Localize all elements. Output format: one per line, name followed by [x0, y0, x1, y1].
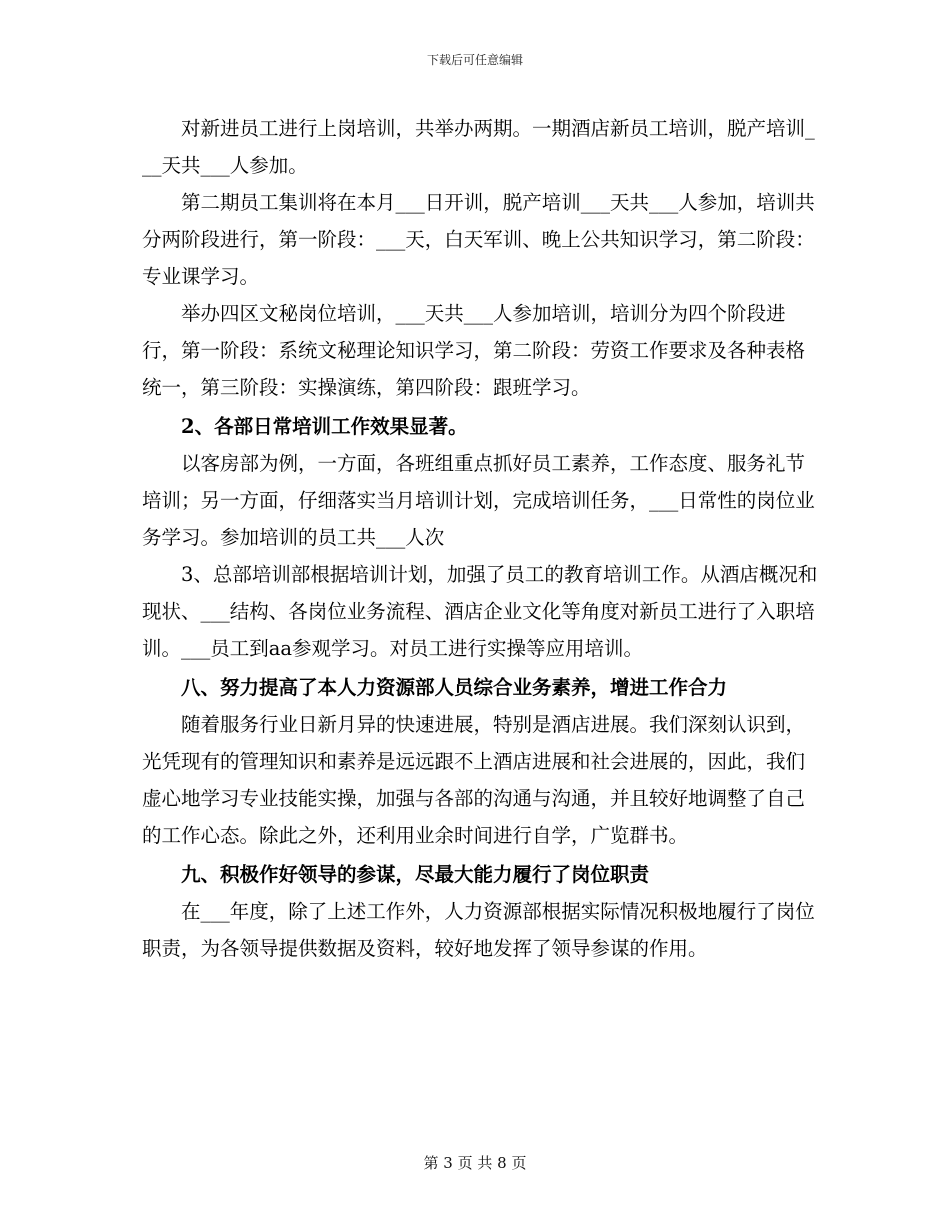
heading-section-eight: 八、努力提高了本人力资源部人员综合业务素养，增进工作合力 — [181, 676, 728, 699]
paragraph-housekeeping-example: 以客房部为例，一方面，各班组重点抓好员工素养，工作态度、服务礼节培训；另一方面，仔细落实当月培训计划，完成培训任务，___日常性的岗位业务学习。参加培训的员工共___人次 — [142, 452, 815, 549]
page-number-footer: 第 3 页 共 8 页 — [423, 1154, 527, 1172]
paragraph-new-staff-training: 对新进员工进行上岗培训，共举办两期。一期酒店新员工培训，脱产培训___天共___人参加。 — [142, 117, 815, 177]
paragraph-hq-training: 3、总部培训部根据培训计划，加强了员工的教育培训工作。从酒店概况和现状、___结构、各岗位业务流程、酒店企业文化等角度对新员工进行了入职培训。___员工到aa参观学习。对员工进行实操等应用培训。 — [142, 563, 818, 660]
paragraph-self-improvement: 随着服务行业日新月异的快速进展，特别是酒店进展。我们深刻认识到，光凭现有的管理知识和素养是远远跟不上酒店进展和社会进展的，因此，我们虚心地学习专业技能实操，加强与各部的沟通与沟通，并且较好地调整了自己的工作心态。除此之外，还利用业余时间进行自学，广览群书。 — [142, 713, 806, 847]
heading-section-nine: 九、积极作好领导的参谋，尽最大能力履行了岗位职责 — [181, 863, 650, 886]
paragraph-secretary-training: 举办四区文秘岗位培训，___天共___人参加培训，培训分为四个阶段进行，第一阶段：系统文秘理论知识学习，第二阶段：劳资工作要求及各种表格统一，第三阶段：实操演练，第四阶段：跟班学习。 — [142, 302, 806, 399]
page-header: 下载后可任意编辑 — [426, 53, 523, 67]
paragraph-duties: 在___年度，除了上述工作外，人力资源部根据实际情况积极地履行了岗位职责，为各领导提供数据及资料，较好地发挥了领导参谋的作用。 — [142, 900, 815, 960]
paragraph-second-session: 第二期员工集训将在本月___日开训，脱产培训___天共___人参加，培训共分两阶段进行，第一阶段：___天，白天军训、晚上公共知识学习，第二阶段：专业课学习。 — [142, 191, 815, 288]
heading-daily-training: 2、各部日常培训工作效果显著。 — [181, 415, 468, 438]
document-body — [142, 110, 822, 967]
